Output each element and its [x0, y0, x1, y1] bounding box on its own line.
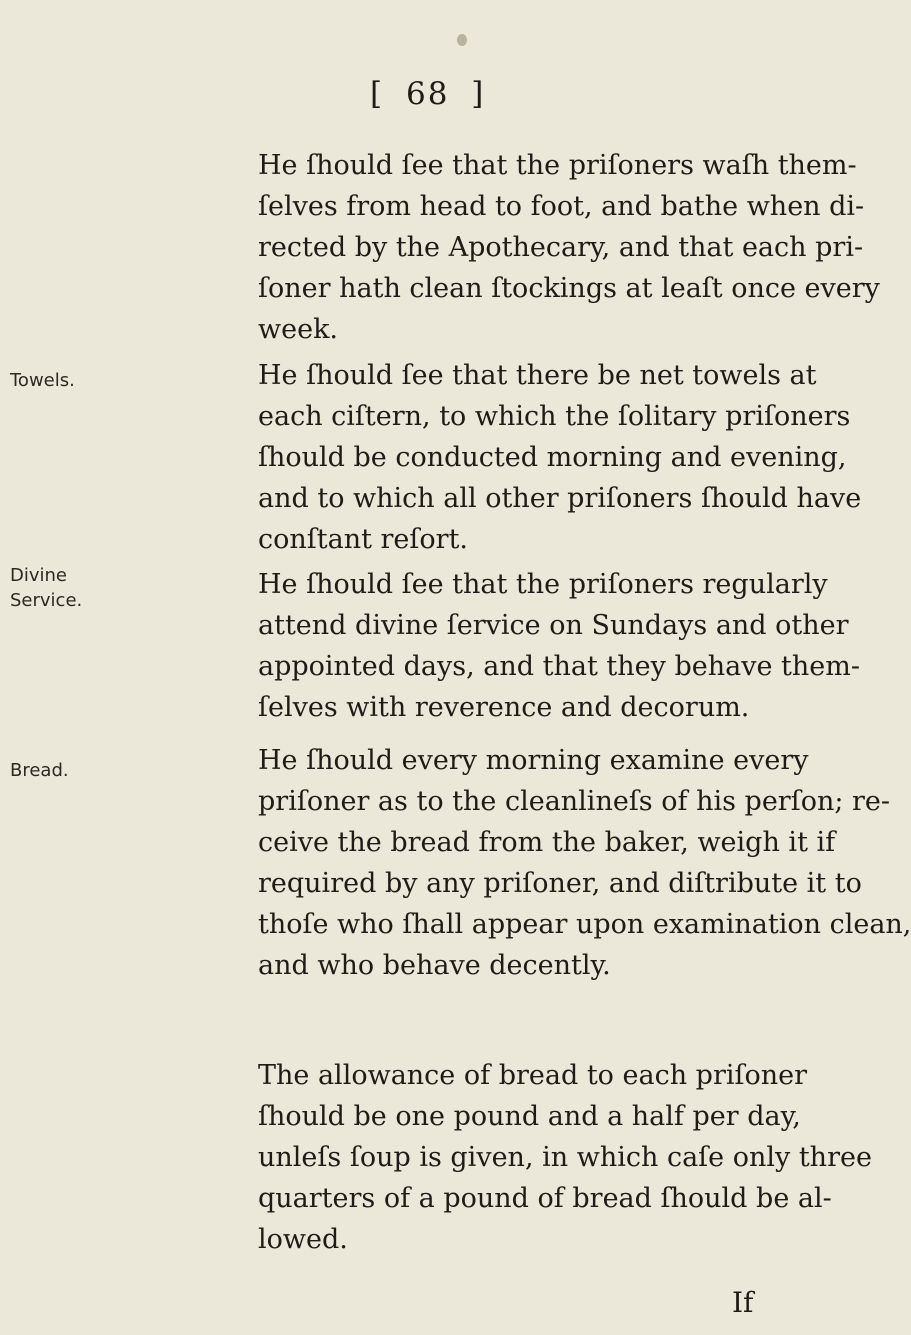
text-line: He ſhould ſee that the priſoners waſh them- [258, 150, 857, 181]
text-line: attend divine ſervice on Sundays and other [258, 610, 849, 641]
margin-note-divine-service: Divine Service. [10, 565, 83, 611]
text-line: priſoner as to the cleanlineſs of his perſon; re- [258, 786, 891, 817]
page-number-close-bracket: ] [471, 76, 486, 112]
catchword: If [732, 1286, 754, 1319]
text-line: and to which all other priſoners ſhould have [258, 483, 862, 514]
paper-speck [457, 34, 467, 46]
text-line: ſelves from head to foot, and bathe when di- [258, 191, 865, 222]
text-line: each ciſtern, to which the ſolitary priſoners [258, 401, 851, 432]
page-number: 68 [405, 76, 450, 112]
paragraph-divine-service [258, 564, 860, 728]
page-number-open-bracket: [ [370, 76, 385, 112]
text-line: thoſe who ſhall appear upon examination clean, [258, 909, 911, 940]
text-line: ſoner hath clean ſtockings at leaſt once every [258, 273, 880, 304]
text-line: week. [258, 314, 339, 345]
paragraph-bread-allowance [258, 1055, 872, 1260]
text-line: ſhould be one pound and a half per day, [258, 1101, 801, 1132]
text-line: appointed days, and that they behave them- [258, 651, 860, 682]
text-line: conſtant reſort. [258, 524, 469, 555]
text-line: ceive the bread from the baker, weigh it if [258, 827, 836, 858]
text-line: He ſhould every morning examine every [258, 745, 809, 776]
page-header [370, 76, 485, 112]
text-line: required by any priſoner, and diſtribute it to [258, 868, 862, 899]
text-line: He ſhould ſee that there be net towels at [258, 360, 817, 391]
text-line: ſelves with reverence and decorum. [258, 692, 750, 723]
text-line: quarters of a pound of bread ſhould be al- [258, 1183, 832, 1214]
text-line: lowed. [258, 1224, 348, 1255]
paragraph-towels [258, 355, 862, 560]
text-line: and who behave decently. [258, 950, 611, 981]
margin-note-bread: Bread. [10, 760, 69, 781]
text-line: rected by the Apothecary, and that each pri- [258, 232, 864, 263]
margin-note-towels: Towels. [10, 370, 75, 391]
text-line: He ſhould ſee that the priſoners regularly [258, 569, 828, 600]
paragraph-washing [258, 145, 880, 350]
text-line: ſhould be conducted morning and evening, [258, 442, 847, 473]
text-line: unleſs ſoup is given, in which caſe only three [258, 1142, 872, 1173]
paragraph-bread [258, 740, 911, 986]
text-line: The allowance of bread to each priſoner [258, 1060, 808, 1091]
